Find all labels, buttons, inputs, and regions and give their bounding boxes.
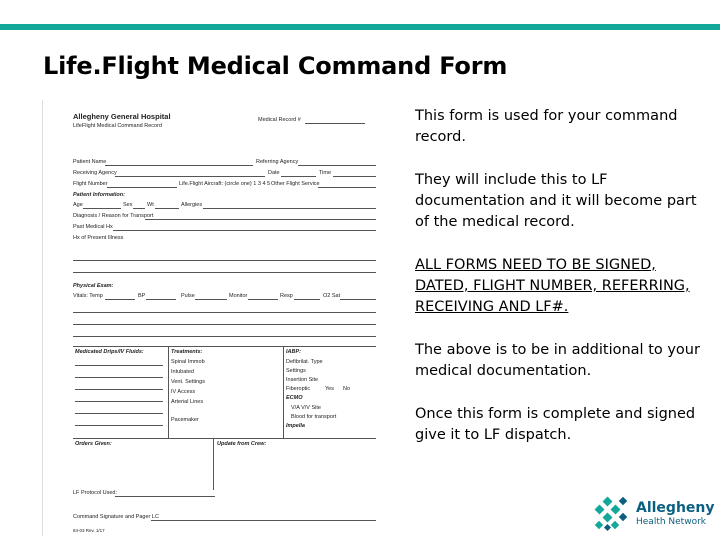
form-date: Date <box>268 170 280 176</box>
form-hospital: Allegheny General Hospital <box>73 112 171 121</box>
header-bar <box>0 0 720 26</box>
form-vent: Vent. Settings <box>171 379 205 385</box>
form-vava: V/A V/V Site <box>291 405 321 411</box>
body-text <box>415 106 700 468</box>
form-iabp: IABP: <box>286 349 301 355</box>
form-o2sat: O2 Sat <box>323 293 341 299</box>
form-fiberoptic: Fiberoptic <box>286 386 311 392</box>
form-footer: 84-03 Rev. 1/17 <box>73 528 105 533</box>
form-subtitle: LifeFlight Medical Command Record <box>73 123 162 129</box>
form-time: Time <box>319 170 332 176</box>
form-physical-exam: Physical Exam: <box>73 283 114 289</box>
form-pulse: Pulse <box>181 293 195 299</box>
form-flight-number: Flight Number <box>73 181 108 187</box>
header-accent-stripe <box>0 24 720 30</box>
form-diagnosis: Diagnosis / Reason for Transport <box>73 213 154 219</box>
form-ecmo: ECMO <box>286 395 303 401</box>
form-bp: BP <box>138 293 146 299</box>
paragraph-documentation: They will include this to LF documentation and it will become part of the medical record. <box>415 172 697 230</box>
form-treatments: Treatments: <box>171 349 203 355</box>
paragraph-additional: The above is to be in additional to your medical documentation. <box>415 342 700 379</box>
form-no: No <box>343 386 351 392</box>
form-resp: Resp <box>280 293 293 299</box>
logo-name: Allegheny <box>636 500 715 516</box>
paragraph-dispatch: Once this form is complete and signed give it to LF dispatch. <box>415 406 696 443</box>
form-other-service: Other Flight Service <box>271 181 320 187</box>
medical-command-form-scan <box>42 100 380 536</box>
paragraph-requirements: ALL FORMS NEED TO BE SIGNED, DATED, FLIGHT NUMBER, REFERRING, RECEIVING AND LF#. <box>415 257 690 315</box>
form-blood: Blood for transport <box>291 414 337 420</box>
form-yes: Yes <box>325 386 334 392</box>
form-patient-info: Patient Information: <box>73 192 125 198</box>
form-present-illness: Hx of Present Illness <box>73 235 124 241</box>
form-impella: Impella <box>286 423 305 429</box>
form-orders: Orders Given: <box>75 441 112 447</box>
form-defib: Defibrilat. Type <box>286 359 323 365</box>
logo-subtitle: Health Network <box>636 517 706 527</box>
form-receiving: Receiving Agency <box>73 170 117 176</box>
form-settings: Settings <box>286 368 306 374</box>
form-intubated: Intubated <box>171 369 194 375</box>
form-allergies: Allergies <box>181 202 203 208</box>
form-update: Update from Crew: <box>217 441 267 447</box>
form-patient-name: Patient Name <box>73 159 107 165</box>
form-signature: Command Signature and Pager LC <box>73 514 159 520</box>
slide-title: Life.Flight Medical Command Form <box>43 52 508 80</box>
form-insertion: Insertion Site <box>286 377 319 383</box>
form-past-hx: Past Medical Hx <box>73 224 113 230</box>
form-referring: Referring Agency <box>256 159 299 165</box>
form-pacemaker: Pacemaker <box>171 417 199 423</box>
form-arterial: Arterial Lines <box>171 399 204 405</box>
form-mrn: Medical Record # <box>258 117 301 123</box>
form-age: Age <box>73 202 83 208</box>
form-aircraft: Life.Flight Aircraft: (circle one) 1 3 4 5 <box>179 181 271 187</box>
form-sex: Sex <box>123 202 133 208</box>
paragraph-purpose: This form is used for your command record. <box>415 108 678 145</box>
form-spinal: Spinal Immob <box>171 359 205 365</box>
form-vitals: Vitals: Temp <box>73 293 103 299</box>
logo-wordmark <box>636 500 715 528</box>
form-monitor: Monitor <box>229 293 248 299</box>
form-wt: Wt <box>147 202 154 208</box>
form-protocol: LF Protocol Used: <box>73 490 118 496</box>
form-meds: Medicated Drips/IV Fluids: <box>75 349 144 355</box>
form-iv: IV Access <box>171 389 196 395</box>
